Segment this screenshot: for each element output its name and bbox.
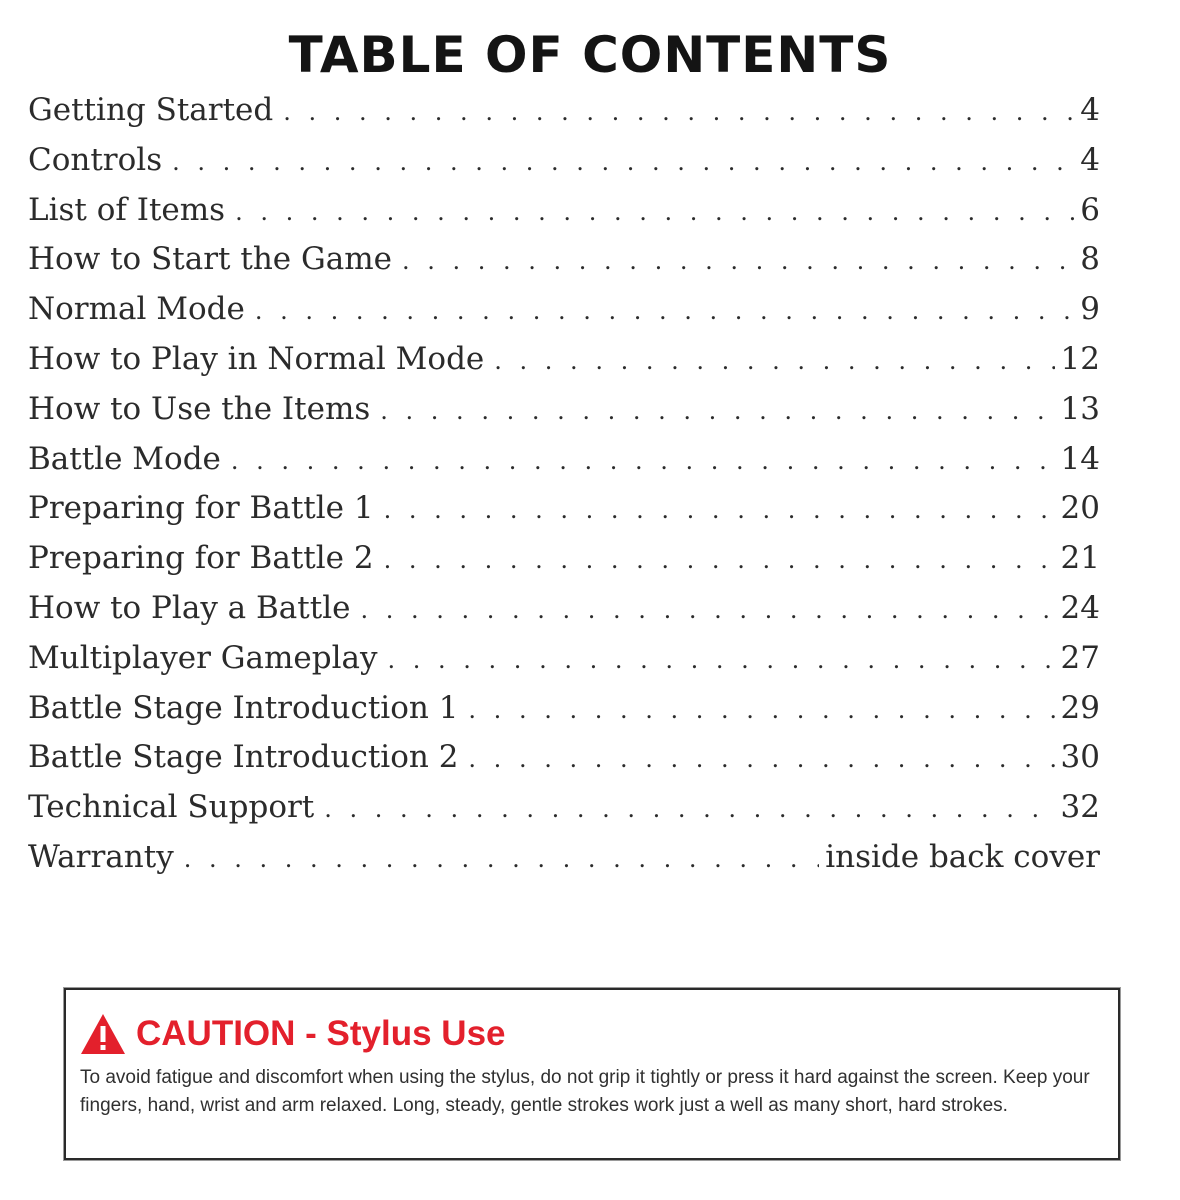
toc-entry: [28, 490, 1100, 540]
toc-entry: [28, 690, 1100, 740]
dot-leader: [388, 646, 1055, 674]
caution-box: [64, 988, 1120, 1160]
toc-entry-title: Normal Mode: [28, 291, 245, 328]
dot-leader: [468, 696, 1054, 724]
toc-entry-page: 9: [1080, 291, 1100, 328]
dot-leader: [172, 148, 1074, 176]
caution-header: [80, 1012, 1104, 1056]
toc-entry: [28, 839, 1100, 889]
toc-entry-title: Technical Support: [28, 789, 315, 826]
toc-entry-page: 8: [1080, 241, 1100, 278]
toc-entry-page: 27: [1060, 639, 1100, 676]
toc-entry-title: How to Play in Normal Mode: [28, 340, 485, 377]
toc-entry-page: 14: [1060, 440, 1100, 477]
toc-entry-page: 29: [1060, 689, 1100, 726]
dot-leader: [468, 745, 1054, 773]
toc-entry-page: 20: [1060, 490, 1100, 527]
toc-entry-title: Multiplayer Gameplay: [28, 639, 378, 676]
dot-leader: [184, 845, 820, 873]
toc-entry-page: 6: [1080, 191, 1100, 228]
toc-entry-page: 32: [1060, 789, 1100, 826]
toc-entry-title: Preparing for Battle 2: [28, 540, 374, 577]
toc-entry-page: 21: [1060, 540, 1100, 577]
toc-entry: [28, 241, 1100, 291]
dot-leader: [255, 297, 1074, 325]
toc-entry: [28, 341, 1100, 391]
toc-entry: [28, 640, 1100, 690]
toc-entry: [28, 291, 1100, 341]
table-of-contents: [28, 92, 1100, 889]
toc-entry-page: 4: [1080, 141, 1100, 178]
toc-entry: [28, 192, 1100, 242]
toc-entry-title: Battle Stage Introduction 2: [28, 739, 459, 776]
toc-entry: [28, 92, 1100, 142]
dot-leader: [402, 247, 1074, 275]
toc-entry-page: 12: [1060, 340, 1100, 377]
dot-leader: [324, 795, 1054, 823]
toc-entry-title: Getting Started: [28, 92, 274, 128]
dot-leader: [384, 496, 1055, 524]
dot-leader: [283, 98, 1074, 126]
toc-entry-title: Battle Stage Introduction 1: [28, 689, 459, 726]
toc-entry: [28, 391, 1100, 441]
dot-leader: [235, 198, 1074, 226]
toc-entry: [28, 540, 1100, 590]
toc-entry-page: inside back cover: [825, 838, 1100, 875]
toc-entry-page: 24: [1060, 589, 1100, 626]
dot-leader: [231, 447, 1055, 475]
toc-entry-title: How to Start the Game: [28, 241, 392, 278]
toc-entry: [28, 739, 1100, 789]
toc-entry-title: List of Items: [28, 191, 226, 228]
dot-leader: [494, 347, 1054, 375]
toc-entry-title: How to Play a Battle: [28, 589, 351, 626]
toc-entry-page: 30: [1060, 739, 1100, 776]
toc-entry: [28, 441, 1100, 491]
dot-leader: [360, 596, 1054, 624]
toc-entry: [28, 789, 1100, 839]
toc-entry-page: 13: [1060, 390, 1100, 427]
caution-title: CAUTION - Stylus Use: [136, 1014, 506, 1053]
dot-leader: [384, 546, 1055, 574]
toc-entry-page: 4: [1080, 92, 1100, 128]
page-title: TABLE OF CONTENTS: [288, 26, 892, 84]
toc-entry-title: Controls: [28, 141, 163, 178]
toc-entry-title: How to Use the Items: [28, 390, 371, 427]
toc-entry-title: Warranty: [28, 838, 174, 875]
toc-entry: [28, 590, 1100, 640]
toc-entry-title: Preparing for Battle 1: [28, 490, 374, 527]
caution-text: To avoid fatigue and discomfort when using the stylus, do not grip it tightly or press it hard against the screen. Keep your fingers, hand, wrist and arm relaxed. Long, steady, gentle strokes work just a well as many short, hard strokes.: [80, 1067, 1090, 1116]
warning-triangle-icon: [80, 1013, 126, 1055]
dot-leader: [380, 397, 1054, 425]
toc-entry-title: Battle Mode: [28, 440, 221, 477]
toc-entry: [28, 142, 1100, 192]
